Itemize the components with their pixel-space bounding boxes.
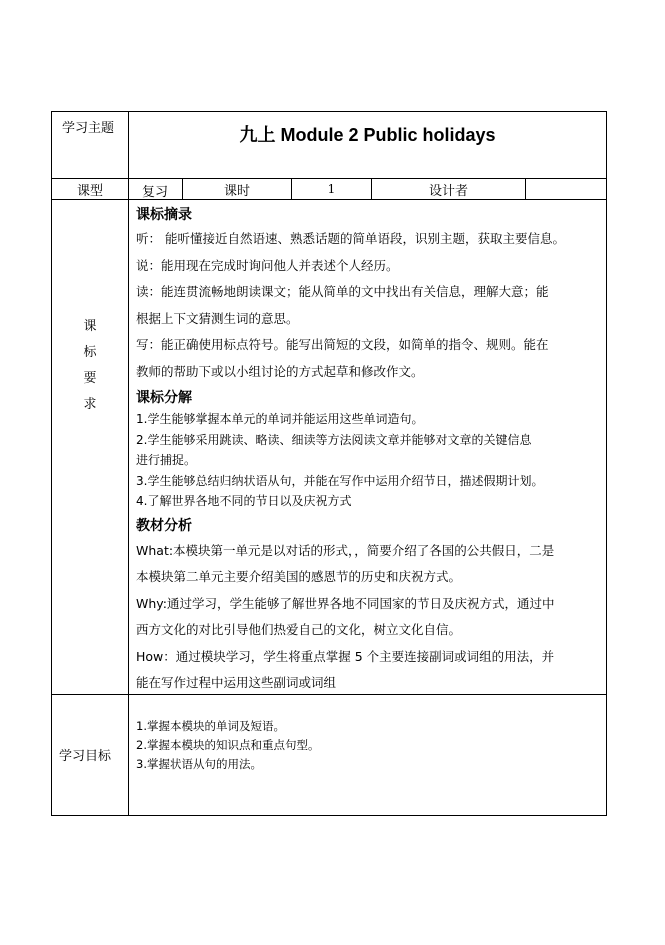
table-border-left: [51, 111, 52, 816]
standard-heading: 课标摘录: [136, 207, 192, 223]
analysis-line: 西方文化的对比引导他们热爱自己的文化，树立文化自信。: [136, 622, 462, 637]
breakdown-heading: 课标分解: [136, 390, 192, 406]
goal-item: 1.掌握本模块的单词及短语。: [136, 719, 285, 733]
standard-line: 写：能正确使用标点符号。能写出简短的文段，如简单的指令、规则。能在: [136, 337, 549, 352]
standard-line: 说：能用现在完成时询问他人并表述个人经历。: [136, 257, 399, 273]
analysis-line: 能在写作过程中运用这些副词或词组: [136, 675, 337, 690]
analysis-heading: 教材分析: [136, 517, 192, 534]
breakdown-line: 进行捕捉。: [136, 453, 197, 467]
analysis-line: How：通过模块学习，学生将重点掌握 5 个主要连接副词或词组的用法，并: [136, 648, 555, 664]
requirements-content: [136, 204, 604, 697]
standard-line: 听： 能听懂接近自然语速、熟悉话题的简单语段，识别主题，获取主要信息。: [136, 231, 565, 246]
table-border-right: [606, 111, 607, 816]
standard-line: 读：能连贯流畅地朗读课文；能从简单的文中找出有关信息，理解大意；能: [136, 284, 549, 299]
designer-label: 设计者: [428, 183, 468, 199]
breakdown-line: 1.学生能够掌握本单元的单词并能运用这些单词造句。: [136, 412, 424, 426]
goal-item: 2.掌握本模块的知识点和重点句型。: [136, 738, 320, 752]
breakdown-line: 3.学生能够总结归纳状语从句，并能在写作中运用介绍节日，描述假期计划。: [136, 473, 544, 488]
requirements-label-char: 标: [83, 345, 97, 360]
breakdown-line: 4.了解世界各地不同的节日以及庆祝方式: [136, 494, 352, 508]
analysis-line: What:本模块第一单元是以对话的形式，，简要介绍了各国的公共假日，二是: [136, 542, 555, 558]
standard-line: 教师的帮助下或以小组讨论的方式起草和修改作文。: [136, 363, 424, 379]
column-divider: [128, 111, 129, 816]
topic-label: 学习主题: [62, 121, 115, 136]
lesson-type-value: 复习: [142, 185, 169, 200]
requirements-label-char: 要: [83, 371, 97, 386]
goals-label: 学习目标: [59, 749, 112, 764]
goal-item: 3.掌握状语从句的用法。: [136, 757, 262, 771]
goals-list: [136, 717, 604, 774]
class-hours-label: 课时: [223, 183, 250, 199]
class-hours-value: 1: [327, 182, 336, 196]
breakdown-line: 2.学生能够采用跳读、略读、细读等方法阅读文章并能够对文章的关键信息: [136, 432, 532, 447]
requirements-label: [52, 314, 128, 418]
table-border-bottom: [51, 815, 607, 816]
lesson-type-label: 课型: [76, 183, 103, 199]
column-divider: [525, 178, 526, 200]
requirements-label-char: 求: [83, 397, 97, 412]
page-title: 九上 Module 2 Public holidays: [239, 125, 496, 145]
analysis-line: Why:通过学习，学生能够了解世界各地不同国家的节日及庆祝方式，通过中: [136, 595, 555, 611]
row-divider: [51, 199, 607, 200]
analysis-line: 本模块第二单元主要介绍美国的感恩节的历史和庆祝方式。: [136, 569, 462, 584]
requirements-label-char: 课: [83, 319, 97, 334]
standard-line: 根据上下文猜测生词的意思。: [136, 310, 299, 326]
